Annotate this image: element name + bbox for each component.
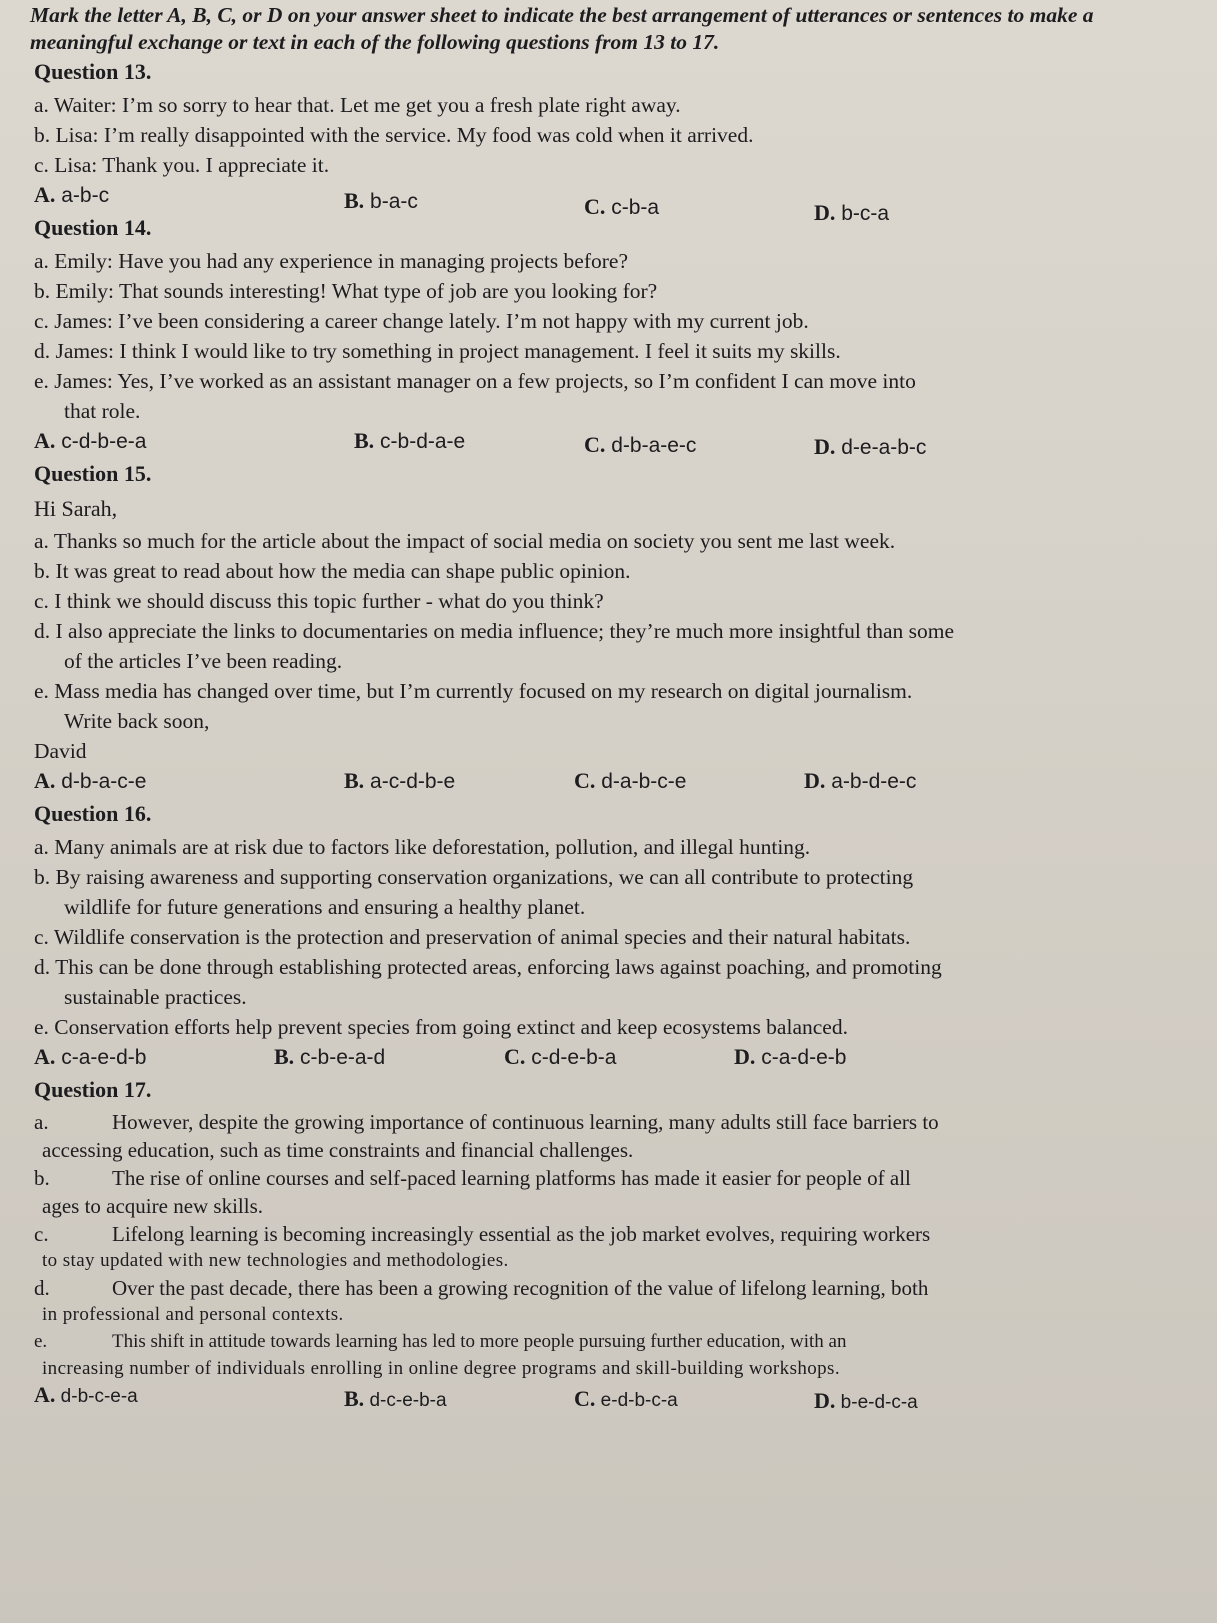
option-c[interactable]: C. c-d-e-b-a (504, 1044, 617, 1069)
answer-options (34, 426, 1201, 458)
instructions: Mark the letter A, B, C, or D on your answer sheet to indicate the best arrangement of utterances or sentences to make a meaningful exchange or text in each of the following questions from 13 to 17. (30, 3, 1094, 54)
list-item-continuation: of the articles I’ve been reading. (64, 649, 343, 673)
option-b[interactable]: B. c-b-d-a-e (354, 428, 466, 453)
option-c[interactable]: C. d-b-a-e-c (584, 432, 697, 457)
letter-closing: Write back soon, (64, 709, 210, 733)
option-c[interactable]: C. c-b-a (584, 194, 660, 219)
list-item: e. Mass media has changed over time, but I’m currently focused on my research on digital journalism. (34, 679, 913, 703)
list-item: a. Waiter: I’m so sorry to hear that. Let me get you a fresh plate right away. (34, 93, 681, 117)
option-d[interactable]: D. b-c-a (814, 200, 890, 225)
question-16 (30, 800, 1201, 1074)
question-title: Question 15. (34, 461, 152, 486)
option-d[interactable]: D. b-e-d-c-a (814, 1388, 918, 1413)
question-17 (30, 1076, 1201, 1413)
list-item: b. By raising awareness and supporting conservation organizations, we can all contribute to protecting (34, 865, 914, 889)
list-item-continuation: to stay updated with new technologies and methodologies. (42, 1250, 509, 1271)
list-item: a. Emily: Have you had any experience in managing projects before? (34, 249, 629, 273)
option-c[interactable]: C. e-d-b-c-a (574, 1386, 678, 1411)
option-b[interactable]: B. d-c-e-b-a (344, 1386, 447, 1411)
question-13 (30, 58, 1201, 225)
answer-options (34, 1382, 1201, 1413)
question-title: Question 14. (34, 215, 152, 240)
option-a[interactable]: A. a-b-c (34, 182, 110, 207)
letter-signature: David (34, 739, 87, 763)
list-item: d. I also appreciate the links to documentaries on media influence; they’re much more insightful than some (34, 619, 955, 643)
option-d[interactable]: D. c-a-d-e-b (734, 1044, 847, 1069)
question-15 (30, 460, 1201, 798)
list-item: b. Emily: That sounds interesting! What type of job are you looking for? (34, 279, 658, 303)
list-item-continuation: wildlife for future generations and ensuring a healthy planet. (64, 895, 586, 919)
list-item: c. Wildlife conservation is the protection and preservation of animal species and their natural habitats. (34, 925, 911, 949)
option-b[interactable]: B. a-c-d-b-e (344, 768, 456, 793)
question-14 (30, 214, 1201, 458)
list-item-continuation: in professional and personal contexts. (42, 1304, 344, 1325)
list-item: b. Lisa: I’m really disappointed with the service. My food was cold when it arrived. (34, 123, 754, 147)
question-title: Question 17. (34, 1077, 152, 1102)
list-item: c. Lifelong learning is becoming increasingly essential as the job market evolves, requiring workers (34, 1222, 931, 1246)
list-item: e. This shift in attitude towards learning has led to more people pursuing further education, with an (34, 1331, 847, 1352)
answer-options (34, 766, 1201, 798)
list-item-continuation: ages to acquire new skills. (42, 1194, 264, 1218)
list-item-continuation: increasing number of individuals enrolling in online degree programs and skill-building workshops. (42, 1358, 841, 1379)
list-item: a. Many animals are at risk due to factors like deforestation, pollution, and illegal hunting. (34, 835, 811, 859)
list-item: a. Thanks so much for the article about the impact of social media on society you sent me last week. (34, 529, 896, 553)
option-d[interactable]: D. d-e-a-b-c (814, 434, 927, 459)
letter-greeting: Hi Sarah, (34, 496, 118, 521)
answer-options (34, 1042, 1201, 1074)
list-item: e. James: Yes, I’ve worked as an assistant manager on a few projects, so I’m confident I can move into (34, 369, 916, 393)
list-item: b. It was great to read about how the media can shape public opinion. (34, 559, 631, 583)
list-item-continuation: accessing education, such as time constraints and financial challenges. (42, 1138, 634, 1162)
option-d[interactable]: D. a-b-d-e-c (804, 768, 917, 793)
option-a[interactable]: A. c-a-e-d-b (34, 1044, 147, 1069)
list-item: c. James: I’ve been considering a career change lately. I’m not happy with my current job. (34, 309, 809, 333)
list-item: d. This can be done through establishing protected areas, enforcing laws against poaching, and promoting (34, 955, 942, 979)
option-c[interactable]: C. d-a-b-c-e (574, 768, 687, 793)
list-item: b. The rise of online courses and self-paced learning platforms has made it easier for people of all (34, 1166, 911, 1190)
question-title: Question 13. (34, 59, 152, 84)
option-b[interactable]: B. b-a-c (344, 188, 418, 213)
list-item-continuation: that role. (64, 399, 141, 423)
option-a[interactable]: A. c-d-b-e-a (34, 428, 147, 453)
option-a[interactable]: A. d-b-a-c-e (34, 768, 147, 793)
list-item: d. Over the past decade, there has been a growing recognition of the value of lifelong learning, both (34, 1276, 929, 1300)
list-item-continuation: sustainable practices. (64, 985, 247, 1009)
list-item: d. James: I think I would like to try something in project management. I feel it suits my skills. (34, 339, 841, 363)
option-b[interactable]: B. c-b-e-a-d (274, 1044, 386, 1069)
list-item: c. I think we should discuss this topic further - what do you think? (34, 589, 604, 613)
answer-options (34, 180, 1201, 225)
list-item: c. Lisa: Thank you. I appreciate it. (34, 153, 330, 177)
list-item: e. Conservation efforts help prevent species from going extinct and keep ecosystems balanced. (34, 1015, 848, 1039)
list-item: a. However, despite the growing importance of continuous learning, many adults still face barriers to (34, 1110, 939, 1134)
option-a[interactable]: A. d-b-c-e-a (34, 1382, 138, 1407)
question-title: Question 16. (34, 801, 152, 826)
